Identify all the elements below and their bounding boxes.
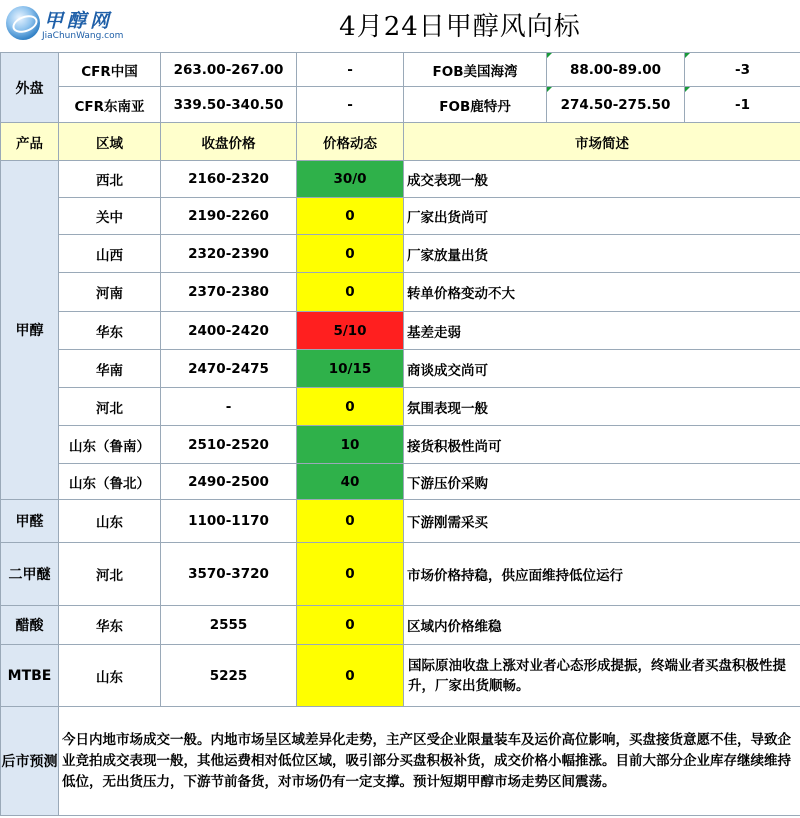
forecast-row <box>1 707 800 816</box>
product-name: 甲醛 <box>1 500 59 543</box>
external-name: CFR中国 <box>59 53 161 87</box>
region-cell: 河北 <box>59 543 161 606</box>
price-change-cell: 0 <box>297 645 404 707</box>
region-cell: 华东 <box>59 312 161 350</box>
external-change: - <box>297 53 404 87</box>
close-price-cell: 2370-2380 <box>161 273 297 312</box>
price-change-cell: 0 <box>297 388 404 426</box>
external-price: 88.00-89.00 <box>547 53 685 87</box>
external-price: 263.00-267.00 <box>161 53 297 87</box>
external-name: FOB鹿特丹 <box>404 87 547 123</box>
product-row <box>1 500 800 543</box>
market-desc-cell: 下游刚需采买 <box>404 500 800 543</box>
close-price-cell: 1100-1170 <box>161 500 297 543</box>
external-row <box>1 87 800 123</box>
region-cell: 山东 <box>59 500 161 543</box>
header-close-price: 收盘价格 <box>161 123 297 161</box>
product-row <box>1 235 800 273</box>
close-price-cell: - <box>161 388 297 426</box>
close-price-cell: 2190-2260 <box>161 198 297 235</box>
region-cell: 华南 <box>59 350 161 388</box>
close-price-cell: 2400-2420 <box>161 312 297 350</box>
market-desc-cell: 转单价格变动不大 <box>404 273 800 312</box>
product-name: 醋酸 <box>1 606 59 645</box>
product-row <box>1 388 800 426</box>
product-row <box>1 312 800 350</box>
close-price-cell: 2490-2500 <box>161 464 297 500</box>
region-cell: 关中 <box>59 198 161 235</box>
product-row <box>1 426 800 464</box>
price-change-cell: 0 <box>297 198 404 235</box>
external-label: 外盘 <box>1 53 59 123</box>
forecast-text: 今日内地市场成交一般。内地市场呈区域差异化走势，主产区受企业限量装车及运价高位影响，买盘接货意愿不佳，导致企业竞拍成交表现一般，其他运费相对低位区域，吸引部分买盘积极补货，成交价格小幅推涨。目前大部分企业库存继续维持低位，无出货压力，下游节前备货，对市场仍有一定支撑。预计短期甲醇市场走势区间震荡。 <box>59 707 800 816</box>
logo[interactable] <box>2 2 124 46</box>
external-name: FOB美国海湾 <box>404 53 547 87</box>
market-desc-cell: 商谈成交尚可 <box>404 350 800 388</box>
close-price-cell: 2510-2520 <box>161 426 297 464</box>
external-change: -1 <box>685 87 800 123</box>
price-change-cell: 0 <box>297 543 404 606</box>
market-desc-cell: 国际原油收盘上涨对业者心态形成提振，终端业者买盘积极性提升，厂家出货顺畅。 <box>404 645 800 707</box>
close-price-cell: 5225 <box>161 645 297 707</box>
external-price: 274.50-275.50 <box>547 87 685 123</box>
product-name: MTBE <box>1 645 59 707</box>
region-cell: 山西 <box>59 235 161 273</box>
market-desc-cell: 成交表现一般 <box>404 161 800 198</box>
product-row <box>1 273 800 312</box>
product-row <box>1 161 800 198</box>
product-row <box>1 543 800 606</box>
product-row <box>1 645 800 707</box>
close-price-cell: 2160-2320 <box>161 161 297 198</box>
price-change-cell: 0 <box>297 235 404 273</box>
region-cell: 河北 <box>59 388 161 426</box>
price-change-cell: 10/15 <box>297 350 404 388</box>
market-desc-cell: 市场价格持稳，供应面维持低位运行 <box>404 543 800 606</box>
market-desc-cell: 厂家放量出货 <box>404 235 800 273</box>
header-product: 产品 <box>1 123 59 161</box>
price-change-cell: 5/10 <box>297 312 404 350</box>
region-cell: 山东（鲁南） <box>59 426 161 464</box>
external-price: 339.50-340.50 <box>161 87 297 123</box>
price-change-cell: 40 <box>297 464 404 500</box>
market-desc-cell: 下游压价采购 <box>404 464 800 500</box>
market-desc-cell: 基差走弱 <box>404 312 800 350</box>
region-cell: 河南 <box>59 273 161 312</box>
product-row <box>1 606 800 645</box>
globe-icon <box>6 6 40 40</box>
product-name: 二甲醚 <box>1 543 59 606</box>
header-market-desc: 市场简述 <box>404 123 800 161</box>
region-cell: 华东 <box>59 606 161 645</box>
product-row <box>1 198 800 235</box>
product-row <box>1 464 800 500</box>
close-price-cell: 3570-3720 <box>161 543 297 606</box>
price-change-cell: 0 <box>297 273 404 312</box>
market-desc-cell: 厂家出货尚可 <box>404 198 800 235</box>
column-header-row <box>1 123 800 161</box>
header-region: 区域 <box>59 123 161 161</box>
external-change: -3 <box>685 53 800 87</box>
forecast-label: 后市预测 <box>1 707 59 816</box>
region-cell: 西北 <box>59 161 161 198</box>
market-desc-cell: 区域内价格维稳 <box>404 606 800 645</box>
price-table <box>0 52 800 816</box>
header-price-change: 价格动态 <box>297 123 404 161</box>
price-change-cell: 30/0 <box>297 161 404 198</box>
close-price-cell: 2320-2390 <box>161 235 297 273</box>
page-title: 4月24日甲醇风向标 <box>339 12 581 42</box>
external-change: - <box>297 87 404 123</box>
close-price-cell: 2470-2475 <box>161 350 297 388</box>
region-cell: 山东 <box>59 645 161 707</box>
external-name: CFR东南亚 <box>59 87 161 123</box>
logo-text-cn: 甲醇网 <box>44 10 114 32</box>
external-row <box>1 53 800 87</box>
price-change-cell: 0 <box>297 500 404 543</box>
product-row <box>1 350 800 388</box>
product-name: 甲醇 <box>1 161 59 500</box>
logo-text-en: JiaChunWang.com <box>42 31 124 41</box>
header <box>0 0 800 53</box>
market-desc-cell: 接货积极性尚可 <box>404 426 800 464</box>
region-cell: 山东（鲁北） <box>59 464 161 500</box>
price-change-cell: 10 <box>297 426 404 464</box>
market-desc-cell: 氛围表现一般 <box>404 388 800 426</box>
close-price-cell: 2555 <box>161 606 297 645</box>
price-change-cell: 0 <box>297 606 404 645</box>
